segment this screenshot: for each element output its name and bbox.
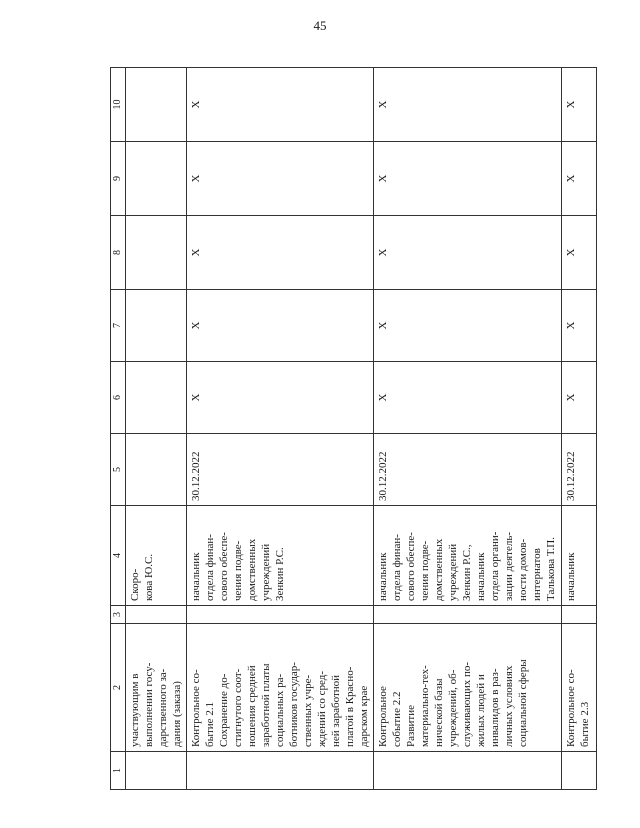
table-cell (374, 752, 562, 790)
header-cell: 7 (111, 290, 126, 362)
event-description: Контрольное со- бытие 2.1 Сохранение до- стигнутого соот- ношения средней заработной платы социальных ра- ботников государ- ственных учре- ждений со сред- ней заработной платой в Красно- дарском крае (187, 624, 374, 752)
header-cell: 6 (111, 362, 126, 434)
event-description: Контрольное со- бытие 2.3 (562, 624, 597, 752)
responsible-person: начальник отдела финан- сового обеспе- чения подве- домственных учреждений Зенкин Р.С., начальник отдела органи- зации деятель- ности домов- интернатов Талькова Т.П. (374, 506, 562, 606)
table-cell (562, 606, 597, 624)
header-cell: 2 (111, 624, 126, 752)
table-cell (187, 606, 374, 624)
table-row (187, 68, 374, 790)
table-cell (126, 752, 187, 790)
x-mark: X (187, 216, 374, 290)
due-date: 30.12.2022 (562, 434, 597, 506)
table-cell (126, 290, 187, 362)
x-mark: X (374, 362, 562, 434)
table-row (374, 68, 562, 790)
x-mark: X (374, 142, 562, 216)
table-cell (126, 216, 187, 290)
header-cell: 8 (111, 216, 126, 290)
header-cell: 3 (111, 606, 126, 624)
page-number: 45 (313, 18, 327, 33)
responsible-person: начальник (562, 506, 597, 606)
plan-table (110, 67, 597, 790)
event-description: участвующим в выполнении госу- дарственного за- дания (заказа) (126, 624, 187, 752)
x-mark: X (187, 362, 374, 434)
header-cell: 5 (111, 434, 126, 506)
rotated-table-wrapper (110, 68, 591, 790)
table-cell (126, 362, 187, 434)
x-mark: X (374, 290, 562, 362)
x-mark: X (562, 216, 597, 290)
header-row (111, 68, 126, 790)
table-row (126, 68, 187, 790)
x-mark: X (562, 142, 597, 216)
table-cell (374, 606, 562, 624)
table-cell (126, 142, 187, 216)
header-cell: 4 (111, 506, 126, 606)
table-cell (126, 606, 187, 624)
table-cell (562, 752, 597, 790)
header-cell: 10 (111, 68, 126, 142)
table-row (562, 68, 597, 790)
due-date (126, 434, 187, 506)
x-mark: X (187, 290, 374, 362)
responsible-person: начальник отдела финан- сового обеспе- чения подве- домственных учреждений Зенкин Р.С. (187, 506, 374, 606)
x-mark: X (562, 362, 597, 434)
table-cell (126, 68, 187, 142)
x-mark: X (562, 290, 597, 362)
header-cell: 1 (111, 752, 126, 790)
table-cell (187, 752, 374, 790)
x-mark: X (187, 142, 374, 216)
x-mark: X (187, 68, 374, 142)
x-mark: X (374, 68, 562, 142)
due-date: 30.12.2022 (374, 434, 562, 506)
due-date: 30.12.2022 (187, 434, 374, 506)
event-description: Контрольное событие 2.2 Развитие материально-тех- нической базы учреждений, об- служивающих по- жилых людей и инвалидов в раз- личных условиях социальной сферы (374, 624, 562, 752)
x-mark: X (562, 68, 597, 142)
x-mark: X (374, 216, 562, 290)
responsible-person: Скоро- кова Ю.С. (126, 506, 187, 606)
header-cell: 9 (111, 142, 126, 216)
